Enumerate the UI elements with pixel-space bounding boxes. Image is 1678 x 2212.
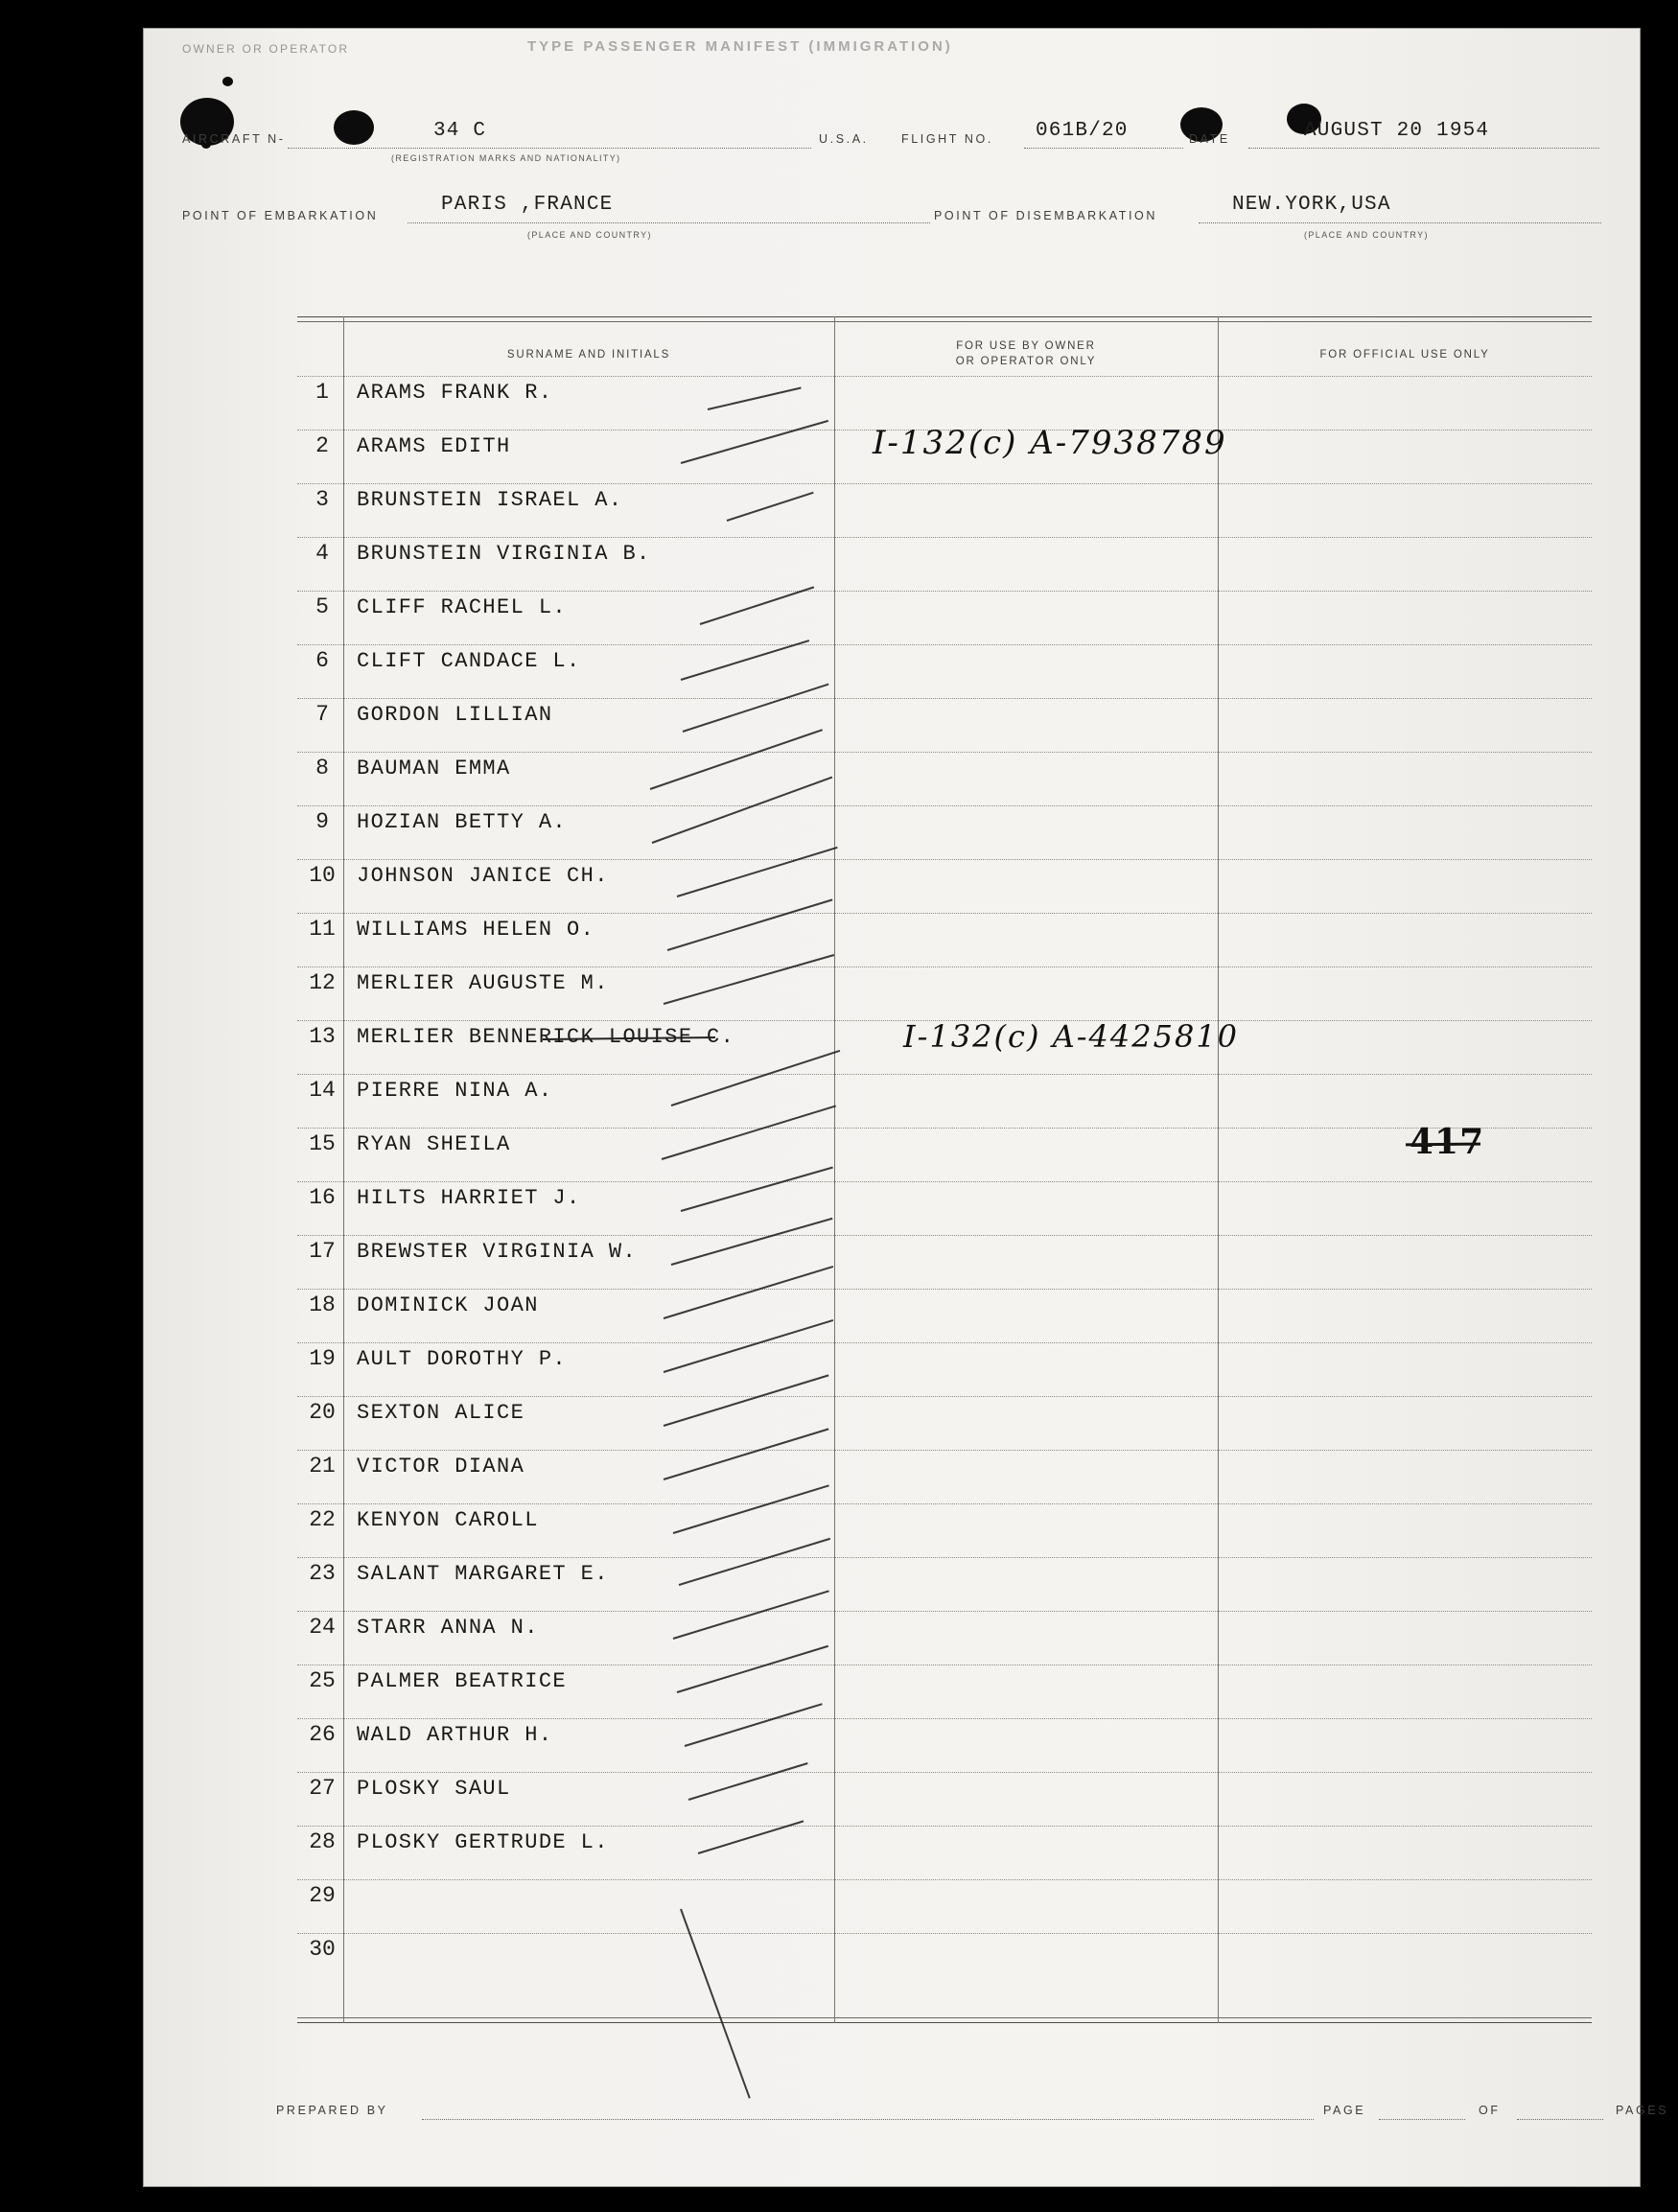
row-underline [297,1611,1592,1612]
table-divider-num [343,316,344,2023]
column-header-official-use: FOR OFFICIAL USE ONLY [1319,349,1490,361]
pen-slash [673,1590,829,1640]
row-underline [297,1772,1592,1773]
pen-slash [681,640,809,681]
table-bottom-border-2 [297,2017,1592,2018]
passenger-manifest-table [297,316,1592,2023]
row-underline [297,1396,1592,1397]
row-underline [297,1503,1592,1504]
passenger-name: BRUNSTEIN VIRGINIA B. [357,542,651,566]
row-underline [297,966,1592,967]
row-number: 8 [315,756,329,780]
row-number: 4 [315,541,329,566]
page-rule [1379,2119,1465,2120]
pen-slash [650,729,823,790]
registration-note: (REGISTRATION MARKS AND NATIONALITY) [391,153,621,163]
column-header-surname: SURNAME AND INITIALS [506,349,671,361]
row-underline [297,537,1592,538]
passenger-name: BAUMAN EMMA [357,757,511,780]
page-label: PAGE [1323,2104,1366,2117]
passenger-name: MERLIER BENNERICK LOUISE C. [357,1025,735,1049]
passenger-name: VICTOR DIANA [357,1455,525,1479]
disembarkation-label: POINT OF DISEMBARKATION [934,209,1157,222]
row-number: 15 [309,1131,336,1156]
passenger-name: GORDON LILLIAN [357,703,553,727]
of-label: OF [1479,2104,1501,2117]
passenger-name: WALD ARTHUR H. [357,1723,553,1747]
passenger-name: STARR ANNA N. [357,1616,539,1640]
pen-slash [664,1319,834,1373]
row-underline [297,1235,1592,1236]
pen-slash [677,1645,828,1693]
row-number: 29 [309,1883,336,1908]
date-value: AUGUST 20 1954 [1304,120,1490,142]
pen-slash [681,1167,833,1212]
annotation-row2-stamp: I-132(c) A-7938789 [873,424,1227,462]
pen-slash [685,1703,823,1747]
row-number: 24 [309,1615,336,1640]
row-underline [297,913,1592,914]
row-underline [297,1557,1592,1558]
passenger-name: SALANT MARGARET E. [357,1562,609,1586]
pen-slash [652,777,833,844]
table-bottom-border [297,2022,1592,2023]
column-header-owner-use-line2: OR OPERATOR ONLY [955,356,1097,367]
embarkation-label: POINT OF EMBARKATION [182,209,379,222]
aircraft-value: 34 C [433,120,487,142]
row-number: 19 [309,1346,336,1371]
row-number: 12 [309,970,336,995]
pen-slash [688,1762,808,1801]
row-number: 21 [309,1454,336,1479]
column-header-owner-use-line1: FOR USE BY OWNER [956,340,1096,352]
passenger-name: PLOSKY GERTRUDE L. [357,1830,609,1854]
passenger-name: HOZIAN BETTY A. [357,810,568,834]
pen-slash [664,1374,829,1427]
pen-slash [662,1105,836,1159]
row-number: 5 [315,594,329,619]
pen-slash [664,954,834,1005]
passenger-name: KENYON CAROLL [357,1508,539,1532]
annotation-official-number: 417 [1410,1122,1485,1162]
row-underline [297,1450,1592,1451]
row-number: 25 [309,1668,336,1693]
row-underline [297,698,1592,699]
embarkation-note: (PLACE AND COUNTRY) [527,230,652,240]
row-underline [297,1181,1592,1182]
pen-slash [671,1050,841,1106]
row-number: 18 [309,1292,336,1317]
table-divider-col2 [834,316,835,2023]
row-underline [297,1879,1592,1880]
row-number: 20 [309,1400,336,1425]
pen-slash [727,492,814,522]
ink-blot-4 [334,110,374,145]
passenger-name: PALMER BEATRICE [357,1669,568,1693]
row-underline [297,644,1592,645]
passenger-name: ARAMS EDITH [357,434,511,458]
row-underline [297,1128,1592,1129]
date-label: DATE [1189,132,1230,146]
row-number: 14 [309,1078,336,1103]
pen-slash [664,1266,834,1319]
of-rule [1517,2119,1603,2120]
usa-label: U.S.A. [819,132,869,146]
row-underline [297,752,1592,753]
row-underline [297,1826,1592,1827]
row-underline [297,1342,1592,1343]
aircraft-rule [288,148,811,149]
row-number: 1 [315,380,329,405]
row-underline [297,483,1592,484]
pen-slash [664,1428,829,1480]
date-rule [1248,148,1599,149]
pen-slash [681,420,828,464]
pen-slash [679,1538,830,1586]
row-underline [297,1933,1592,1934]
passenger-name: SEXTON ALICE [357,1401,525,1425]
table-divider-col3 [1218,316,1219,2023]
passenger-name: CLIFF RACHEL L. [357,595,568,619]
table-top-border-2 [297,321,1592,322]
row-underline [297,1718,1592,1719]
row-number: 9 [315,809,329,834]
row-number: 26 [309,1722,336,1747]
row-number: 17 [309,1239,336,1264]
flight-no-label: FLIGHT NO. [901,132,993,146]
passenger-name: HILTS HARRIET J. [357,1186,581,1210]
passenger-name: MERLIER AUGUSTE M. [357,971,609,995]
row-number: 7 [315,702,329,727]
row-number: 27 [309,1776,336,1801]
disembarkation-value: NEW.YORK,USA [1232,194,1391,216]
document-header [182,36,1601,65]
disembarkation-rule [1199,222,1601,223]
header-underline [297,376,1592,377]
pen-slash [708,387,802,410]
row-underline [297,591,1592,592]
passenger-name: PIERRE NINA A. [357,1079,553,1103]
prepared-by-label: PREPARED BY [276,2104,388,2117]
pen-slash [677,847,838,897]
pen-slash [673,1484,829,1534]
row-number: 28 [309,1829,336,1854]
annotation-row13-stamp: I-132(c) A-4425810 [903,1018,1240,1055]
row-underline [297,859,1592,860]
passenger-name: JOHNSON JANICE CH. [357,864,609,888]
row-underline [297,1289,1592,1290]
passenger-name: ARAMS FRANK R. [357,381,553,405]
passenger-name: WILLIAMS HELEN O. [357,918,595,942]
row-number: 30 [309,1937,336,1962]
row-number: 16 [309,1185,336,1210]
aircraft-label: AIRCRAFT N- [182,132,286,146]
owner-or-operator-label: OWNER OR OPERATOR [182,42,350,56]
prepared-by-rule [422,2119,1314,2120]
pen-slash [671,1218,833,1266]
pages-label: PAGES [1616,2104,1669,2117]
passenger-name: DOMINICK JOAN [357,1293,539,1317]
pen-slash [700,586,815,625]
row-number: 2 [315,433,329,458]
flight-no-value: 061B/20 [1036,120,1129,142]
row-number: 11 [309,917,336,942]
row-underline [297,1074,1592,1075]
passenger-name: PLOSKY SAUL [357,1777,511,1801]
pen-slash [667,898,833,951]
embarkation-value: PARIS ,FRANCE [441,194,614,216]
flight-rule [1024,148,1183,149]
row-number: 22 [309,1507,336,1532]
row-number: 13 [309,1024,336,1049]
document-footer [276,2090,1669,2129]
row-number: 6 [315,648,329,673]
row-number: 23 [309,1561,336,1586]
scanned-document [144,29,1669,2186]
passenger-name: BREWSTER VIRGINIA W. [357,1240,638,1264]
passenger-name: CLIFT CANDACE L. [357,649,581,673]
form-title: TYPE PASSENGER MANIFEST (IMMIGRATION) [527,38,953,55]
passenger-name: BRUNSTEIN ISRAEL A. [357,488,623,512]
ink-blot-3 [222,77,233,86]
passenger-name: AULT DOROTHY P. [357,1347,568,1371]
pen-slash [683,684,829,733]
row-number: 3 [315,487,329,512]
row-underline [297,805,1592,806]
embarkation-rule [408,222,930,223]
row-number: 10 [309,863,336,888]
passenger-name: RYAN SHEILA [357,1132,511,1156]
disembarkation-note: (PLACE AND COUNTRY) [1304,230,1429,240]
table-top-border [297,316,1592,317]
